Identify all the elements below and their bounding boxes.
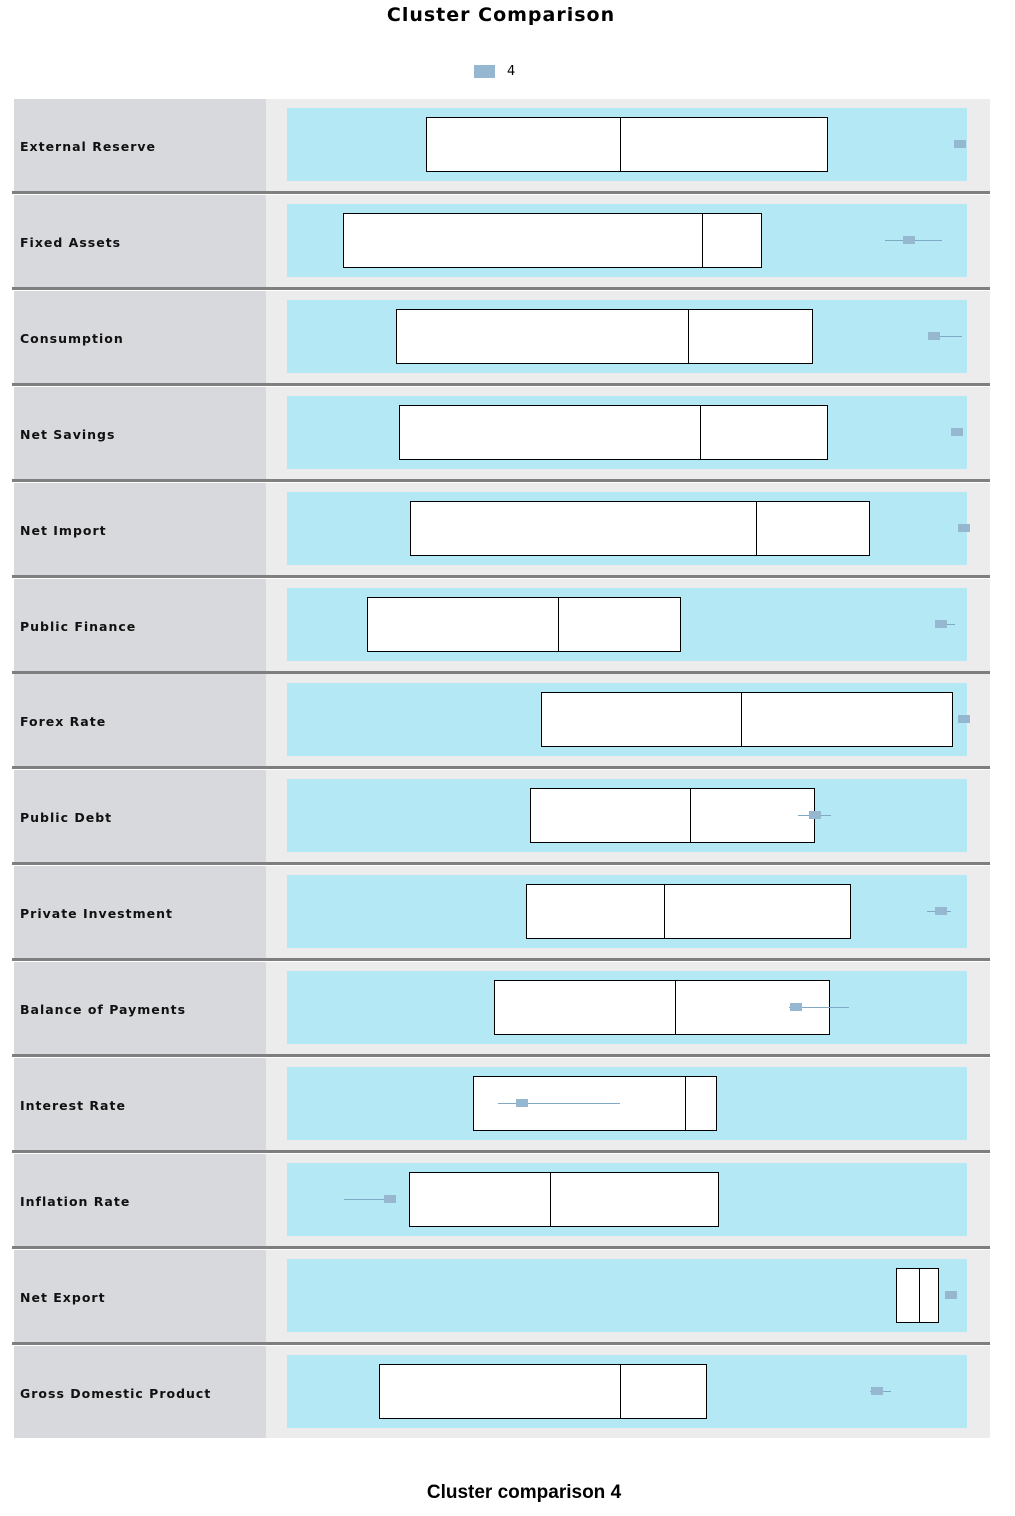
row-separator [12,766,990,769]
row-separator [12,1150,990,1153]
box-public-finance [367,597,681,652]
marker-net-export [945,1291,957,1299]
box-balance-of-payments [494,980,830,1035]
median-line-fixed-assets [702,213,703,268]
chart-title: Cluster Comparison [386,4,616,26]
row-separator [12,191,990,194]
row-separator [12,958,990,961]
row-label-interest-rate: Interest Rate [20,1098,126,1113]
marker-consumption [928,332,940,340]
median-line-net-savings [700,405,701,460]
median-line-public-finance [558,597,559,652]
row-label-net-savings: Net Savings [20,427,116,442]
row-separator [12,1246,990,1249]
row-label-fixed-assets: Fixed Assets [20,235,122,250]
row-label-public-debt: Public Debt [20,810,113,825]
median-line-external-reserve [620,117,621,172]
row-label-net-import: Net Import [20,523,107,538]
marker-balance-of-payments [790,1003,802,1011]
box-gross-domestic-product [379,1364,707,1419]
row-label-forex-rate: Forex Rate [20,714,107,729]
row-separator [12,862,990,865]
median-line-gross-domestic-product [620,1364,621,1419]
marker-interest-rate [516,1099,528,1107]
box-inflation-rate [409,1172,720,1227]
row-separator [12,1054,990,1057]
row-label-public-finance: Public Finance [20,619,137,634]
marker-net-savings [951,428,963,436]
row-label-net-export: Net Export [20,1290,106,1305]
box-external-reserve [426,117,827,172]
box-net-export [896,1268,939,1323]
box-net-import [410,501,870,556]
row-label-private-investment: Private Investment [20,906,173,921]
marker-forex-rate [958,715,970,723]
median-line-interest-rate [685,1076,686,1131]
row-label-gross-domestic-product: Gross Domestic Product [20,1386,212,1401]
legend-label-cluster-4: 4 [507,63,516,79]
footer-caption: Cluster comparison 4 [426,1482,622,1503]
box-forex-rate [541,692,953,747]
row-label-consumption: Consumption [20,331,124,346]
row-separator [12,1342,990,1345]
marker-fixed-assets [903,236,915,244]
median-line-private-investment [664,884,665,939]
marker-public-debt [809,811,821,819]
row-separator [12,383,990,386]
row-separator [12,575,990,578]
box-private-investment [526,884,850,939]
marker-gross-domestic-product [871,1387,883,1395]
median-line-net-export [919,1268,920,1323]
box-fixed-assets [343,213,763,268]
box-net-savings [399,405,827,460]
median-line-consumption [688,309,689,364]
median-line-net-import [756,501,757,556]
marker-net-import [958,524,970,532]
row-label-external-reserve: External Reserve [20,139,157,154]
median-line-public-debt [690,788,691,843]
box-consumption [396,309,812,364]
marker-external-reserve [954,140,966,148]
row-separator [12,479,990,482]
row-separator [12,287,990,290]
row-band [287,1259,967,1332]
median-line-balance-of-payments [675,980,676,1035]
row-label-inflation-rate: Inflation Rate [20,1194,131,1209]
box-public-debt [530,788,814,843]
median-line-inflation-rate [550,1172,551,1227]
marker-private-investment [935,907,947,915]
marker-public-finance [935,620,947,628]
row-label-balance-of-payments: Balance of Payments [20,1002,187,1017]
median-line-forex-rate [741,692,742,747]
marker-inflation-rate [384,1195,396,1203]
